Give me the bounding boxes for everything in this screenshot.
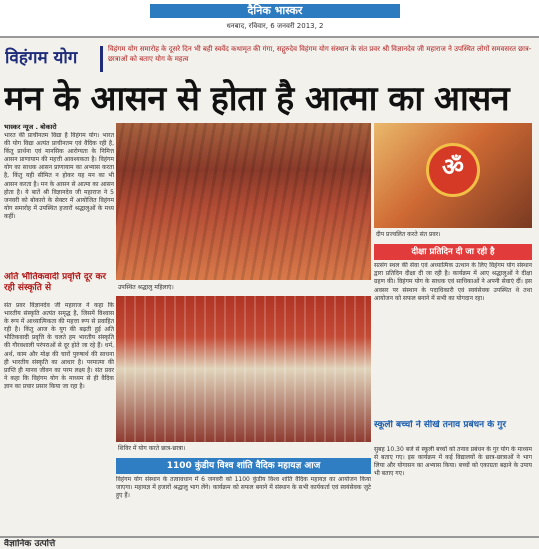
yagya-banner: 1100 कुंडीय विश्व शांति वैदिक महायज्ञ आज <box>116 458 371 474</box>
lamp-photo-caption: दीप प्रज्वलित करते संत प्रवर। <box>376 231 441 238</box>
section-separator <box>100 46 103 72</box>
students-box-body: सुबह 10.30 बजे से स्कूली बच्चों को तनाव प्रबंधन के गुर योग के माध्यम से बताए गए। इस कार्यक्रम में कई विद्यालयों के छात्र-छात्राओं ने भाग लिया और योगासन का अभ्यास किया। बच्चों को एकाग्रता बढ़ाने के उपाय भी बताए गए। <box>374 446 532 478</box>
top-divider <box>0 36 539 38</box>
newspaper-name: दैनिक भास्कर <box>150 4 400 18</box>
main-headline: मन के आसन से होता है आत्मा का आसन <box>4 79 510 119</box>
crowd-photo <box>116 123 371 280</box>
section-intro: विहंगम योग समारोह के दूसरे दिन भी बही स्वर्वेद कथामृत की गंगा, सद्गुरुदेव विहंगम योग संस्थान के संत प्रवर श्री विज्ञानदेव जी महाराज ने उपस्थित लोगों समवसरत छात्र-छात्राओं को बताए योग के महत्व <box>108 45 532 63</box>
yoga-students-photo <box>116 296 371 442</box>
diksha-box-heading: दीक्षा प्रतिदिन दी जा रही है <box>374 244 532 260</box>
yoga-photo-caption: शिविर में योग करते छात्र-छात्रा। <box>118 445 186 452</box>
lamp-lighting-photo <box>374 123 532 228</box>
byline: भास्कर न्यूज . बोकारो <box>4 123 57 131</box>
students-box-heading: स्कूली बच्चों ने सीखे तनाव प्रबंधन के गुर <box>374 420 507 430</box>
yagya-body: विहंगम योग संस्थान के तत्वावधान में 6 जनवरी को 1100 कुंडीय विश्व शांति वैदिक महायज्ञ का आयोजन किया जाएगा। महायज्ञ में हजारों श्रद्धालु भाग लेंगे। कार्यक्रम को सफल बनाने में संस्थान के सभी कार्यकर्ता एवं स्वयंसेवक जुटे हुए हैं। <box>116 476 371 500</box>
bottom-divider <box>0 536 539 538</box>
left-subheading: अति भौतिकवादी प्रवृत्ति दूर कर रही संस्कृति से <box>4 272 107 293</box>
left-column-text-2 <box>4 302 114 532</box>
section-title: विहंगम योग <box>5 48 78 68</box>
om-emblem-icon: ॐ <box>426 143 480 197</box>
next-article-snippet: वैज्ञानिक उत्पत्ति <box>4 539 56 549</box>
diksha-box-body: सत्संग स्थल की सेवा एवं अध्यात्मिक उत्थान के लिए विहंगम योग संस्थान द्वारा प्रतिदिन दीक्षा दी जा रही है। कार्यक्रम में आए श्रद्धालुओं ने दीक्षा ग्रहण की। विहंगम योग के साधक एवं साधिकाओं ने अपनी सेवाएं दीं। इस अवसर पर संस्थान के पदाधिकारी एवं स्वयंसेवक उपस्थित थे तथा आयोजन को सफल बनाने में सभी का योगदान रहा। <box>374 262 532 302</box>
left-para-1: भारत की प्राचीनतम विद्या है विहंगम योग। भारत की योग विद्या अत्यंत प्राचीनतम एवं वैदिक रही है, किंतु प्रार्थना एवं मानसिक आरोग्यता के निमित्त आसन प्राणायाम की महत्ती आवश्यकता है। विहंगम योग का साधक आसन प्राणायाम का अभ्यास करता है, किंतु यही सीमित न होकर यह मन का भी आसन करता है। मन के आसन से आत्मा का आसन होता है। ये बातें श्री विज्ञानदेव जी महाराज ने 5 जनवरी को बोकारो के सेक्टर में आयोजित विहंगम योग समारोह में उपस्थित हजारों श्रद्धालुओं के मध्य कहीं। <box>4 132 114 220</box>
left-para-2: संत प्रवर विज्ञानदेव जी महाराज ने कहा कि भारतीय संस्कृति अत्यंत समृद्ध है, जिसमें विश्वास के रूप में आध्यात्मिकता की महत्ता रूप से प्रवाहित रही है। किंतु आज के युग की बढ़ती हुई अति भौतिकवादी प्रवृत्ति के चलते हम भारतीय संस्कृति की गौरवशाली परंपराओं से दूर होते जा रहे हैं। धर्म, अर्थ, काम और मोक्ष की चारों पुरुषार्थ की साधना ही भारतीय संस्कृति का आधार है। परमात्मा की प्राप्ति ही मानव जीवन का परम लक्ष्य है। संत प्रवर ने कहा कि विहंगम योग के माध्यम से ही वैदिक ज्ञान का प्रचार प्रसार किया जा रहा है। <box>4 302 114 390</box>
crowd-photo-caption: उपस्थित श्रद्धालु महिलाएं। <box>118 284 174 291</box>
dateline: धनबाद, रविवार, 6 जनवरी 2013, 2 <box>226 22 324 30</box>
